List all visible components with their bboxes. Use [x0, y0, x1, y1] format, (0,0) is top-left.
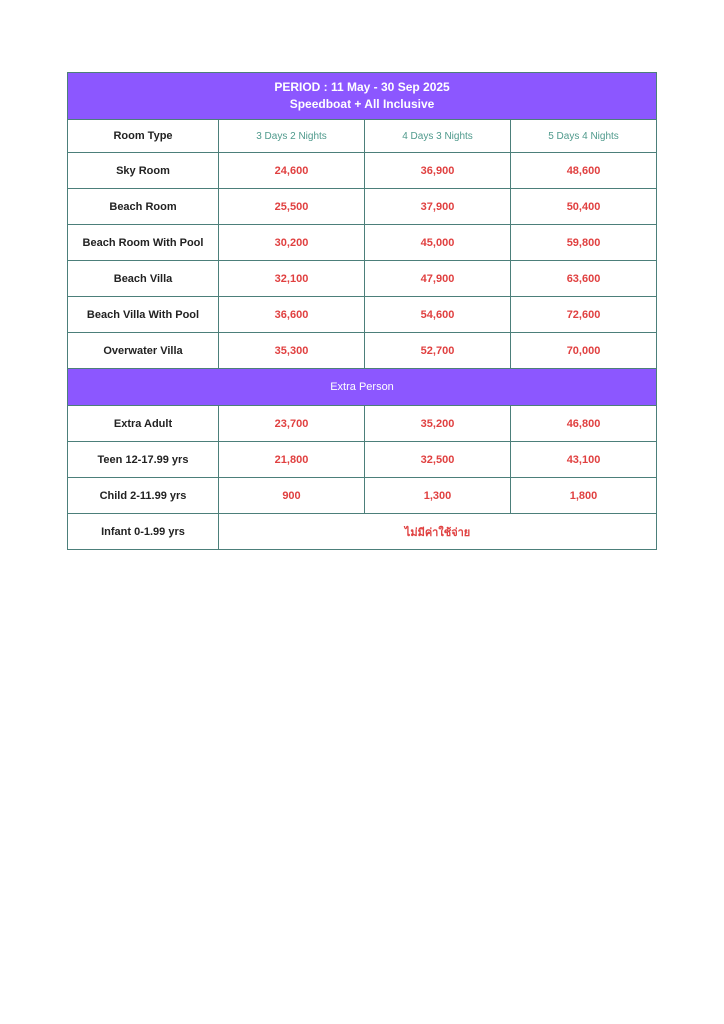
price-cell: 24,600: [219, 153, 365, 189]
price-cell: 21,800: [219, 442, 365, 478]
period-header-cell: [68, 73, 657, 120]
price-cell: 1,300: [365, 478, 511, 514]
price-cell: 52,700: [365, 333, 511, 369]
room-name: Overwater Villa: [68, 333, 219, 369]
price-cell: 23,700: [219, 406, 365, 442]
table-row: [68, 153, 657, 189]
price-cell: 30,200: [219, 225, 365, 261]
extra-name: Extra Adult: [68, 406, 219, 442]
price-cell: 37,900: [365, 189, 511, 225]
package-title: Speedboat + All Inclusive: [289, 97, 435, 111]
price-cell: 47,900: [365, 261, 511, 297]
duration-header-3d2n: 3 Days 2 Nights: [219, 120, 365, 153]
price-cell: 36,600: [219, 297, 365, 333]
table-row: [68, 261, 657, 297]
price-cell: 50,400: [511, 189, 657, 225]
room-name: Beach Room With Pool: [68, 225, 219, 261]
duration-header-4d3n: 4 Days 3 Nights: [365, 120, 511, 153]
extra-name: Infant 0-1.99 yrs: [68, 514, 219, 550]
period-header-row: [68, 73, 657, 120]
table-row: [68, 406, 657, 442]
table-row: [68, 442, 657, 478]
price-cell: 43,100: [511, 442, 657, 478]
extra-name: Teen 12-17.99 yrs: [68, 442, 219, 478]
room-name: Beach Villa With Pool: [68, 297, 219, 333]
price-cell: 70,000: [511, 333, 657, 369]
room-name: Sky Room: [68, 153, 219, 189]
room-name: Beach Villa: [68, 261, 219, 297]
price-cell: 46,800: [511, 406, 657, 442]
extra-person-title: Extra Person: [68, 369, 657, 406]
price-cell: 35,200: [365, 406, 511, 442]
price-cell: 48,600: [511, 153, 657, 189]
room-name: Beach Room: [68, 189, 219, 225]
price-cell: 900: [219, 478, 365, 514]
price-cell: 54,600: [365, 297, 511, 333]
duration-header-5d4n: 5 Days 4 Nights: [511, 120, 657, 153]
room-type-header: Room Type: [68, 120, 219, 153]
price-cell: 36,900: [365, 153, 511, 189]
price-cell: 25,500: [219, 189, 365, 225]
infant-free-note: ไม่มีค่าใช้จ่าย: [219, 514, 657, 550]
table-row: [68, 189, 657, 225]
price-cell: 72,600: [511, 297, 657, 333]
price-cell: 59,800: [511, 225, 657, 261]
price-cell: 35,300: [219, 333, 365, 369]
table-row: [68, 225, 657, 261]
table-row: [68, 514, 657, 550]
table-row: [68, 333, 657, 369]
table-row: [68, 297, 657, 333]
price-cell: 1,800: [511, 478, 657, 514]
price-cell: 63,600: [511, 261, 657, 297]
extra-name: Child 2-11.99 yrs: [68, 478, 219, 514]
price-cell: 32,500: [365, 442, 511, 478]
table-row: [68, 478, 657, 514]
price-cell: 32,100: [219, 261, 365, 297]
extra-person-header-row: [68, 369, 657, 406]
period-title: PERIOD : 11 May - 30 Sep 2025: [274, 80, 450, 94]
rate-table: [67, 72, 657, 550]
price-cell: 45,000: [365, 225, 511, 261]
column-header-row: [68, 120, 657, 153]
